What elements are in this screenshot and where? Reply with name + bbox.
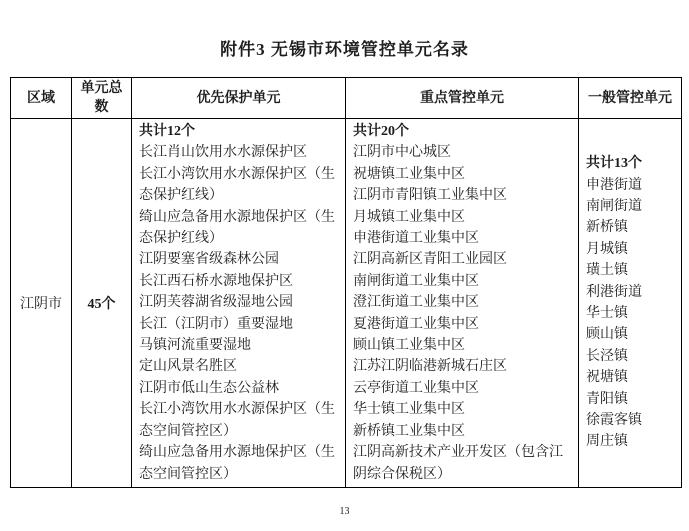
list-item: 南闸街道工业集中区 bbox=[353, 273, 479, 289]
list-item: 马镇河流重要湿地 bbox=[139, 338, 251, 354]
col-header-priority: 优先保护单元 bbox=[132, 78, 346, 119]
col-header-region: 区域 bbox=[11, 78, 72, 119]
list-item: 长泾镇 bbox=[586, 348, 628, 364]
list-item: 江阴芙蓉湖省级湿地公园 bbox=[139, 295, 293, 311]
priority-list bbox=[139, 142, 342, 485]
list-item: 申港街道 bbox=[586, 177, 642, 193]
list-item: 南闸街道 bbox=[586, 198, 642, 214]
list-item: 顾山镇工业集中区 bbox=[353, 338, 465, 354]
key-units-cell bbox=[346, 119, 579, 488]
list-item: 江阴高新技术产业开发区（包含江阴综合保税区） bbox=[353, 445, 563, 482]
general-list bbox=[586, 175, 678, 453]
list-item: 月城镇工业集中区 bbox=[353, 209, 465, 225]
col-header-total: 单元总数 bbox=[72, 78, 132, 119]
list-item: 澄江街道工业集中区 bbox=[353, 295, 479, 311]
list-item: 月城镇 bbox=[586, 241, 628, 257]
list-item: 祝塘镇工业集中区 bbox=[353, 166, 465, 182]
table-row bbox=[11, 119, 682, 488]
list-item: 新桥镇 bbox=[586, 220, 628, 236]
list-item: 华士镇工业集中区 bbox=[353, 402, 465, 418]
list-item: 夏港街道工业集中区 bbox=[353, 316, 479, 332]
region-cell: 江阴市 bbox=[11, 119, 72, 488]
list-item: 江阴市中心城区 bbox=[353, 145, 451, 161]
key-list bbox=[353, 142, 575, 485]
col-header-general: 一般管控单元 bbox=[579, 78, 682, 119]
list-item: 长江西石桥水源地保护区 bbox=[139, 273, 293, 289]
page-title: 附件3 无锡市环境管控单元名录 bbox=[220, 40, 469, 59]
list-item: 徐霞客镇 bbox=[586, 412, 642, 428]
list-item: 顾山镇 bbox=[586, 327, 628, 343]
list-item: 长江（江阴市）重要湿地 bbox=[139, 316, 293, 332]
list-item: 长江肖山饮用水水源保护区 bbox=[139, 145, 307, 161]
table-header-row bbox=[11, 78, 682, 119]
list-item: 华士镇 bbox=[586, 305, 628, 321]
list-item: 长江小湾饮用水水源保护区（生态保护红线） bbox=[139, 166, 335, 204]
list-item: 璜土镇 bbox=[586, 263, 628, 279]
list-item: 江阴要塞省级森林公园 bbox=[139, 252, 279, 268]
page-number: 13 bbox=[339, 506, 350, 517]
list-item: 利港街道 bbox=[586, 284, 642, 300]
priority-summary: 共计12个 bbox=[139, 124, 195, 139]
list-item: 祝塘镇 bbox=[586, 370, 628, 386]
list-item: 周庄镇 bbox=[586, 434, 628, 450]
list-item: 定山风景名胜区 bbox=[139, 359, 237, 375]
col-header-key: 重点管控单元 bbox=[346, 78, 579, 119]
total-units-cell: 45个 bbox=[72, 119, 132, 488]
list-item: 云亭街道工业集中区 bbox=[353, 380, 479, 396]
list-item: 新桥镇工业集中区 bbox=[353, 423, 465, 439]
list-item: 江阴高新区青阳工业园区 bbox=[353, 252, 507, 268]
control-units-table bbox=[10, 77, 682, 488]
list-item: 申港街道工业集中区 bbox=[353, 231, 479, 247]
list-item: 江阴市青阳镇工业集中区 bbox=[353, 188, 507, 204]
list-item: 绮山应急备用水源地保护区（生态保护红线） bbox=[139, 209, 335, 247]
list-item: 绮山应急备用水源地保护区（生态空间管控区） bbox=[139, 445, 335, 482]
priority-units-cell bbox=[132, 119, 346, 488]
list-item: 江阴市低山生态公益林 bbox=[139, 380, 279, 396]
general-summary: 共计13个 bbox=[586, 156, 642, 172]
key-summary: 共计20个 bbox=[353, 124, 409, 139]
list-item: 江苏江阴临港新城石庄区 bbox=[353, 359, 507, 375]
list-item: 长江小湾饮用水水源保护区（生态空间管控区） bbox=[139, 402, 335, 439]
list-item: 青阳镇 bbox=[586, 391, 628, 407]
general-units-cell bbox=[579, 119, 682, 488]
